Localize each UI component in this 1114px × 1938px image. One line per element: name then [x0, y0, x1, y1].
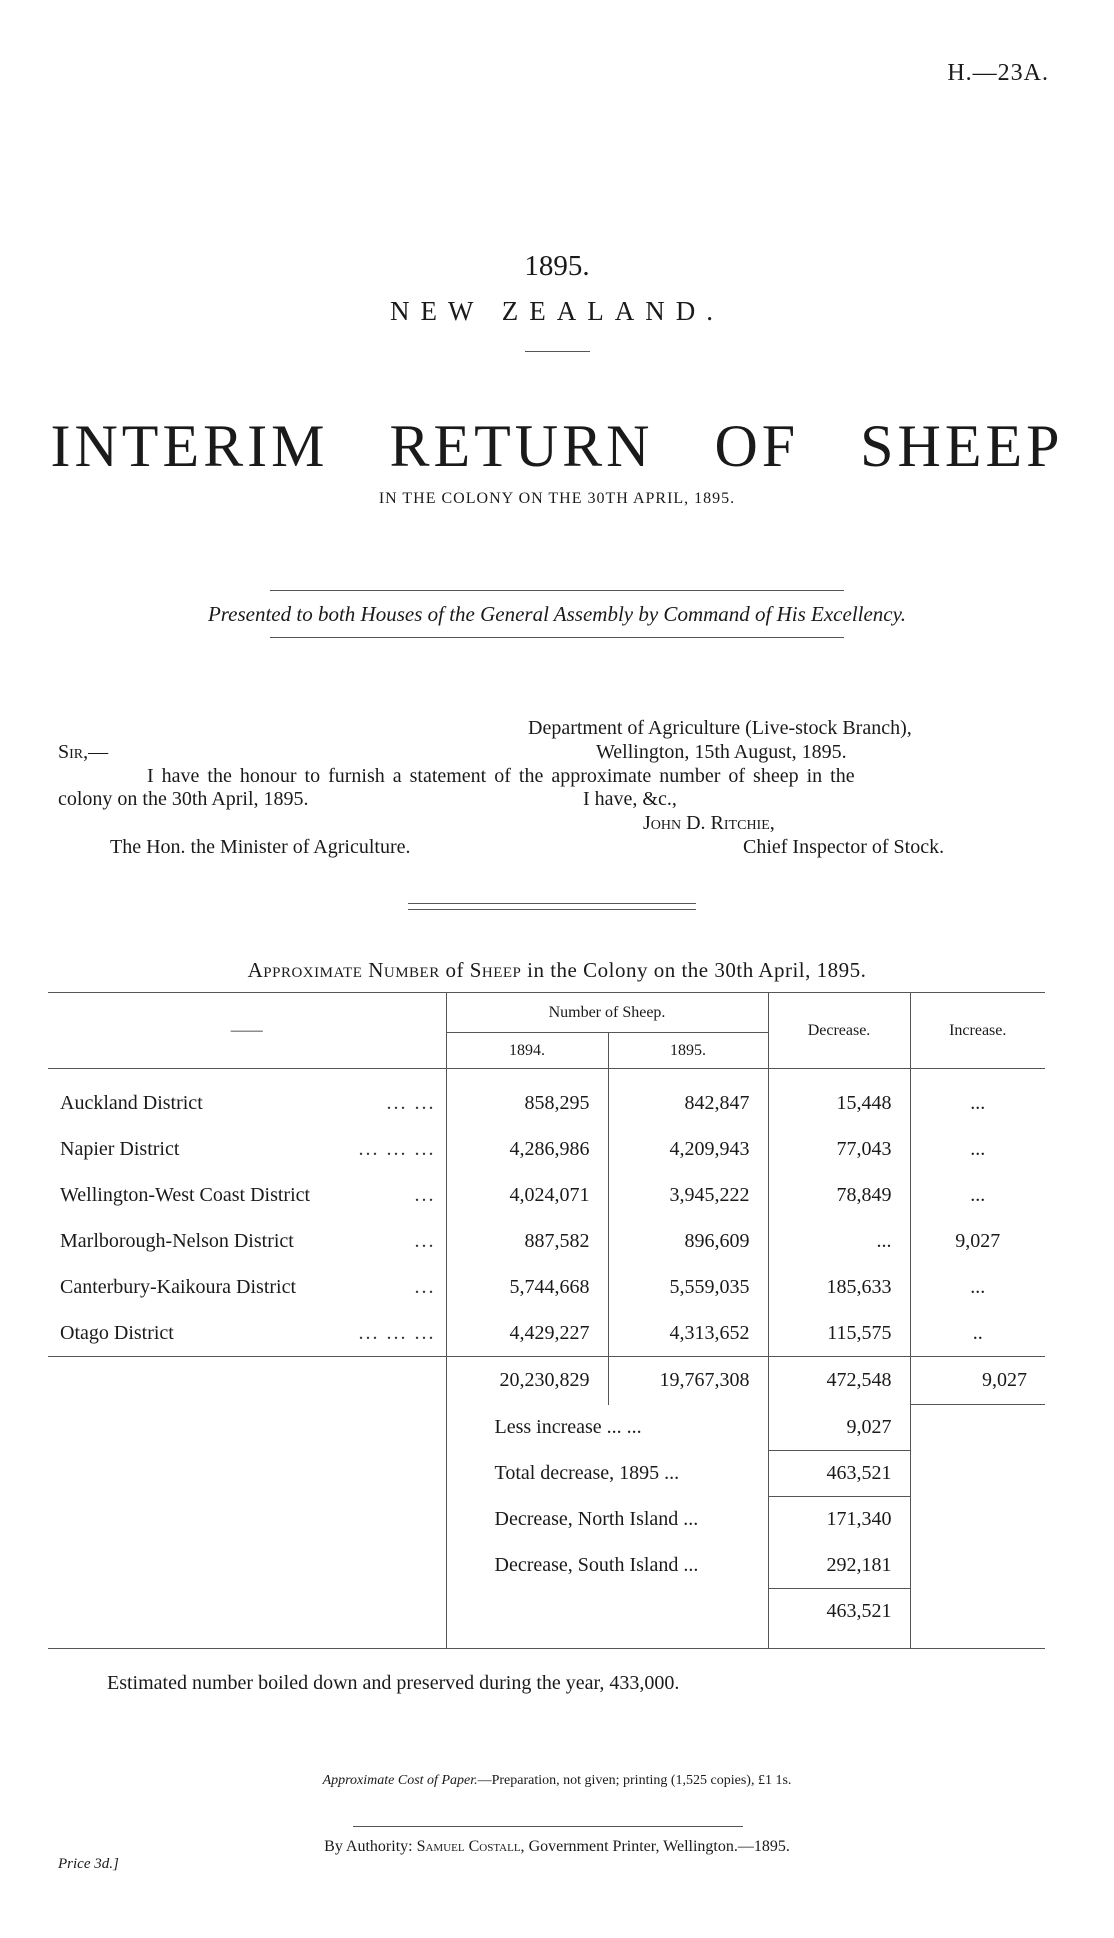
value-decrease: 78,849 — [768, 1173, 910, 1219]
table-row — [48, 1265, 1045, 1311]
document-subtitle: IN THE COLONY ON THE 30TH APRIL, 1895. — [378, 490, 736, 507]
district-name: Canterbury-Kaikoura District — [60, 1276, 297, 1298]
value-decrease: 15,448 — [768, 1081, 910, 1127]
summary-spacer — [48, 1543, 446, 1589]
district-name: Napier District — [60, 1138, 180, 1160]
dot-leaders: ... — [414, 1184, 436, 1206]
district-cell — [48, 1127, 446, 1173]
letter-body-part1: I have the honour to furnish a statement of the approximate number of sheep in the — [147, 765, 855, 787]
value-increase: .. — [910, 1311, 1045, 1357]
caption-part1: Approximate Number — [247, 958, 440, 982]
summary-value: 9,027 — [768, 1405, 910, 1451]
summary-value: 171,340 — [768, 1497, 910, 1543]
value-1894: 858,295 — [446, 1081, 608, 1127]
value-1895: 842,847 — [608, 1081, 768, 1127]
dot-leaders: ... ... ... — [358, 1138, 436, 1160]
total-increase: 9,027 — [910, 1357, 1045, 1405]
cost-label: Approximate Cost of Paper. — [322, 1773, 478, 1788]
value-1894: 4,429,227 — [446, 1311, 608, 1357]
district-name: Otago District — [60, 1321, 174, 1344]
authority-label: By Authority: — [324, 1838, 413, 1855]
value-increase: ... — [910, 1127, 1045, 1173]
summary-increase-blank — [910, 1543, 1045, 1589]
district-name: Auckland District — [60, 1092, 203, 1114]
header-increase: Increase. — [910, 993, 1045, 1069]
value-1895: 4,209,943 — [608, 1127, 768, 1173]
table-row — [48, 1219, 1045, 1265]
country-heading: NEW ZEALAND. — [390, 296, 724, 326]
district-cell — [48, 1311, 446, 1357]
value-1895: 3,945,222 — [608, 1173, 768, 1219]
divider — [353, 1826, 743, 1827]
summary-spacer — [48, 1497, 446, 1543]
table-row — [48, 1127, 1045, 1173]
letter-address-line1: Department of Agriculture (Live-stock Branch), — [528, 717, 912, 739]
total-1894: 20,230,829 — [446, 1357, 608, 1405]
value-increase: ... — [910, 1081, 1045, 1127]
value-1895: 896,609 — [608, 1219, 768, 1265]
value-increase: 9,027 — [910, 1219, 1045, 1265]
header-1895: 1895. — [608, 1033, 768, 1069]
divider — [525, 351, 590, 352]
district-name: Wellington-West Coast District — [60, 1184, 311, 1206]
summary-row — [48, 1497, 1045, 1543]
value-1894: 887,582 — [446, 1219, 608, 1265]
table-caption — [0, 958, 1114, 983]
salutation-text: Sir,— — [58, 741, 109, 763]
letter-signatory-title: Chief Inspector of Stock. — [743, 836, 945, 858]
district-cell — [48, 1173, 446, 1219]
cost-text: —Preparation, not given; printing (1,525 copies), £1 1s. — [477, 1773, 792, 1788]
summary-label: Decrease, South Island ... — [446, 1543, 768, 1589]
summary-increase-blank — [910, 1451, 1045, 1497]
letter-signatory: John D. Ritchie, — [643, 812, 775, 834]
divider — [408, 903, 696, 904]
letter-address-line2: Wellington, 15th August, 1895. — [596, 741, 847, 763]
value-decrease: ... — [768, 1219, 910, 1265]
letter-recipient: The Hon. the Minister of Agriculture. — [110, 836, 411, 858]
summary-increase-blank — [910, 1589, 1045, 1635]
summary-spacer — [48, 1405, 446, 1451]
summary-increase-blank — [910, 1405, 1045, 1451]
total-decrease: 472,548 — [768, 1357, 910, 1405]
summary-row — [48, 1543, 1045, 1589]
summary-label: Less increase ... ... — [446, 1405, 768, 1451]
value-decrease: 77,043 — [768, 1127, 910, 1173]
header-1894: 1894. — [446, 1033, 608, 1069]
header-blank: —— — [230, 1021, 263, 1039]
table-row — [48, 1173, 1045, 1219]
summary-label: Total decrease, 1895 ... — [446, 1451, 768, 1497]
summary-value: 463,521 — [768, 1451, 910, 1497]
header-number-of-sheep: Number of Sheep. — [446, 993, 768, 1033]
letter-salutation — [58, 741, 108, 763]
price: Price 3d.] — [58, 1856, 119, 1872]
table-row — [48, 1311, 1045, 1357]
district-cell — [48, 1265, 446, 1311]
value-1894: 4,024,071 — [446, 1173, 608, 1219]
caption-part3: Sheep — [469, 958, 522, 982]
divider — [408, 909, 696, 910]
letter-body-part2: colony on the 30th April, 1895. — [58, 788, 309, 810]
summary-row — [48, 1405, 1045, 1451]
district-cell — [48, 1219, 446, 1265]
estimated-note: Estimated number boiled down and preserved during the year, 433,000. — [107, 1672, 680, 1694]
district-name: Marlborough-Nelson District — [60, 1230, 294, 1252]
value-increase: ... — [910, 1173, 1045, 1219]
caption-part2: of — [445, 958, 464, 982]
value-1894: 4,286,986 — [446, 1127, 608, 1173]
value-decrease: 115,575 — [768, 1311, 910, 1357]
summary-spacer — [48, 1451, 446, 1497]
value-1895: 4,313,652 — [608, 1311, 768, 1357]
dot-leaders: ... ... ... — [358, 1321, 436, 1344]
dot-leaders: ... ... — [386, 1092, 436, 1114]
summary-value: 463,521 — [768, 1589, 910, 1635]
summary-label: Decrease, North Island ... — [446, 1497, 768, 1543]
value-increase: ... — [910, 1265, 1045, 1311]
value-1895: 5,559,035 — [608, 1265, 768, 1311]
table-row — [48, 1081, 1045, 1127]
value-decrease: 185,633 — [768, 1265, 910, 1311]
summary-spacer — [48, 1589, 446, 1635]
divider — [270, 590, 844, 591]
authority-printer: Samuel Costall, — [416, 1838, 525, 1855]
letter-closing: I have, &c., — [583, 788, 677, 810]
sheep-table — [48, 992, 1045, 1649]
year: 1895. — [524, 250, 590, 282]
summary-label — [446, 1589, 768, 1635]
summary-row — [48, 1451, 1045, 1497]
presented-line: Presented to both Houses of the General Assembly by Command of His Excellency. — [207, 602, 907, 626]
district-cell — [48, 1081, 446, 1127]
header-decrease: Decrease. — [768, 993, 910, 1069]
total-1895: 19,767,308 — [608, 1357, 768, 1405]
document-code: H.—23A. — [947, 60, 1049, 86]
caption-part4: in the Colony on the 30th April, 1895. — [527, 958, 867, 982]
dot-leaders: ... — [414, 1276, 436, 1298]
authority-line — [0, 1838, 1114, 1856]
document-title: INTERIM RETURN OF SHEEP — [50, 413, 1064, 479]
divider — [270, 637, 844, 638]
dot-leaders: ... — [414, 1230, 436, 1252]
cost-note — [0, 1773, 1114, 1789]
summary-value: 292,181 — [768, 1543, 910, 1589]
summary-row — [48, 1589, 1045, 1635]
value-1894: 5,744,668 — [446, 1265, 608, 1311]
summary-increase-blank — [910, 1497, 1045, 1543]
authority-rest: Government Printer, Wellington.—1895. — [528, 1838, 790, 1855]
